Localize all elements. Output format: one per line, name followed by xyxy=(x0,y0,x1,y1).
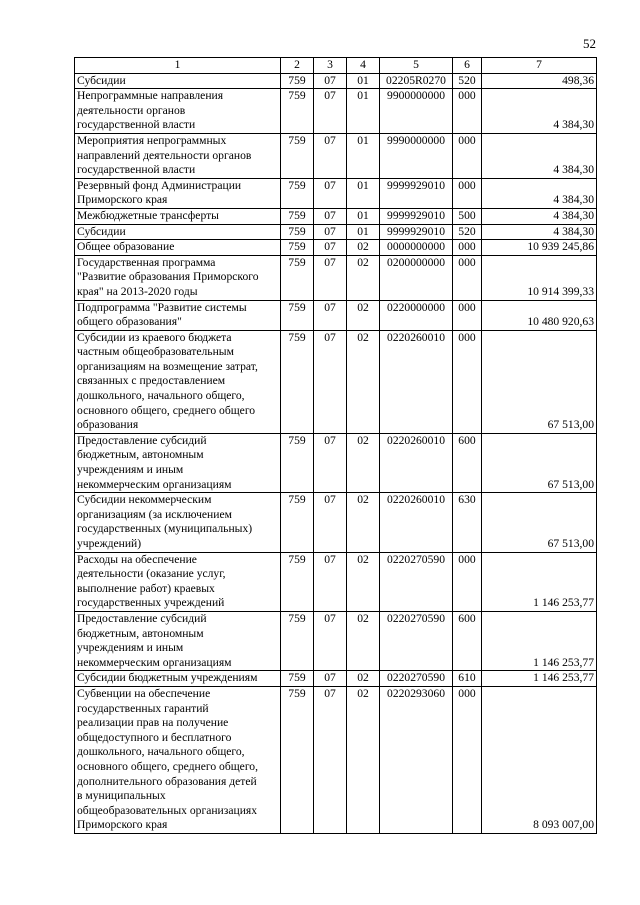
amount-cell: 498,36 xyxy=(482,73,597,89)
section-code-cell: 07 xyxy=(314,671,347,687)
subsection-code-cell: 02 xyxy=(347,433,380,492)
ministry-code-cell: 759 xyxy=(281,240,314,256)
item-name-line: направлений деятельности органов xyxy=(77,148,252,162)
item-name-cell xyxy=(75,178,281,208)
section-code-cell: 07 xyxy=(314,433,347,492)
expense-type-cell: 000 xyxy=(453,686,482,833)
expense-type-cell: 000 xyxy=(453,178,482,208)
ministry-code-cell: 759 xyxy=(281,552,314,611)
item-name-cell xyxy=(75,240,281,256)
amount-cell: 1 146 253,77 xyxy=(482,671,597,687)
subsection-code-cell: 02 xyxy=(347,330,380,433)
item-name-line: Мероприятия непрограммных xyxy=(77,133,227,147)
item-name-cell xyxy=(75,73,281,89)
amount-cell: 1 146 253,77 xyxy=(482,611,597,670)
item-name-cell xyxy=(75,330,281,433)
expense-type-cell: 610 xyxy=(453,671,482,687)
table-row xyxy=(75,133,597,178)
table-row xyxy=(75,611,597,670)
subsection-code-cell: 02 xyxy=(347,493,380,552)
target-article-cell: 9999929010 xyxy=(380,224,453,240)
target-article-cell: 9900000000 xyxy=(380,89,453,134)
target-article-cell: 0220000000 xyxy=(380,300,453,330)
item-name-line: основного общего, среднего общего xyxy=(77,403,256,417)
section-code-cell: 07 xyxy=(314,178,347,208)
ministry-code-cell: 759 xyxy=(281,493,314,552)
item-name-line: "Развитие образования Приморского xyxy=(77,270,259,284)
subsection-code-cell: 01 xyxy=(347,73,380,89)
item-name-line: основного общего, среднего общего, xyxy=(77,759,258,773)
item-name-line: Межбюджетные трансферты xyxy=(77,208,219,222)
amount-cell: 10 914 399,33 xyxy=(482,255,597,300)
item-name-line: частным общеобразовательным xyxy=(77,345,234,359)
expense-type-cell: 000 xyxy=(453,330,482,433)
item-name-line: дошкольного, начального общего, xyxy=(77,745,245,759)
table-row xyxy=(75,300,597,330)
section-code-cell: 07 xyxy=(314,493,347,552)
budget-table xyxy=(74,57,597,834)
item-name-cell xyxy=(75,611,281,670)
expense-type-cell: 000 xyxy=(453,255,482,300)
table-row xyxy=(75,208,597,224)
ministry-code-cell: 759 xyxy=(281,686,314,833)
page-number: 52 xyxy=(583,36,596,51)
ministry-code-cell: 759 xyxy=(281,671,314,687)
table-row xyxy=(75,493,597,552)
amount-cell: 67 513,00 xyxy=(482,330,597,433)
target-article-cell: 9999929010 xyxy=(380,178,453,208)
item-name-line: Расходы на обеспечение xyxy=(77,552,197,566)
expense-type-cell: 000 xyxy=(453,240,482,256)
subsection-code-cell: 02 xyxy=(347,611,380,670)
section-code-cell: 07 xyxy=(314,686,347,833)
item-name-line: Непрограммные направления xyxy=(77,89,224,103)
column-header: 7 xyxy=(482,58,597,74)
amount-cell: 10 939 245,86 xyxy=(482,240,597,256)
item-name-cell xyxy=(75,552,281,611)
expense-type-cell: 630 xyxy=(453,493,482,552)
subsection-code-cell: 01 xyxy=(347,224,380,240)
amount-cell: 4 384,30 xyxy=(482,224,597,240)
item-name-line: Приморского края xyxy=(77,818,168,832)
amount-cell: 1 146 253,77 xyxy=(482,552,597,611)
item-name-line: общеобразовательных организациях xyxy=(77,803,258,817)
item-name-line: государственных учреждений xyxy=(77,596,225,610)
target-article-cell: 0220260010 xyxy=(380,433,453,492)
ministry-code-cell: 759 xyxy=(281,611,314,670)
item-name-cell xyxy=(75,686,281,833)
table-row xyxy=(75,255,597,300)
subsection-code-cell: 01 xyxy=(347,133,380,178)
item-name-line: Субвенции на обеспечение xyxy=(77,686,211,700)
subsection-code-cell: 02 xyxy=(347,671,380,687)
item-name-cell xyxy=(75,255,281,300)
table-row xyxy=(75,89,597,134)
column-header: 6 xyxy=(453,58,482,74)
target-article-cell: 9999929010 xyxy=(380,208,453,224)
table-row xyxy=(75,330,597,433)
section-code-cell: 07 xyxy=(314,224,347,240)
item-name-line: дошкольного, начального общего, xyxy=(77,389,245,403)
item-name-line: учреждениям и иным xyxy=(77,641,184,655)
ministry-code-cell: 759 xyxy=(281,89,314,134)
item-name-line: Подпрограмма "Развитие системы xyxy=(77,300,247,314)
amount-cell: 4 384,30 xyxy=(482,89,597,134)
table-row xyxy=(75,240,597,256)
item-name-line: деятельности (оказание услуг, xyxy=(77,567,226,581)
target-article-cell: 0220270590 xyxy=(380,611,453,670)
item-name-line: Субсидии xyxy=(77,224,126,238)
item-name-cell xyxy=(75,433,281,492)
item-name-line: государственной власти xyxy=(77,118,196,132)
subsection-code-cell: 01 xyxy=(347,208,380,224)
ministry-code-cell: 759 xyxy=(281,178,314,208)
amount-cell: 4 384,30 xyxy=(482,178,597,208)
table-row xyxy=(75,433,597,492)
item-name-line: в муниципальных xyxy=(77,789,166,803)
item-name-cell xyxy=(75,300,281,330)
amount-cell: 4 384,30 xyxy=(482,133,597,178)
ministry-code-cell: 759 xyxy=(281,330,314,433)
amount-cell: 4 384,30 xyxy=(482,208,597,224)
amount-cell: 8 093 007,00 xyxy=(482,686,597,833)
section-code-cell: 07 xyxy=(314,208,347,224)
expense-type-cell: 000 xyxy=(453,133,482,178)
item-name-line: Приморского края xyxy=(77,193,168,207)
expense-type-cell: 500 xyxy=(453,208,482,224)
item-name-line: общего образования" xyxy=(77,315,182,329)
item-name-line: образования xyxy=(77,418,139,432)
target-article-cell: 0200000000 xyxy=(380,255,453,300)
item-name-line: организациям на возмещение затрат, xyxy=(77,359,258,373)
section-code-cell: 07 xyxy=(314,89,347,134)
ministry-code-cell: 759 xyxy=(281,133,314,178)
amount-cell: 10 480 920,63 xyxy=(482,300,597,330)
item-name-cell xyxy=(75,671,281,687)
item-name-line: учреждений) xyxy=(77,537,142,550)
section-code-cell: 07 xyxy=(314,611,347,670)
ministry-code-cell: 759 xyxy=(281,224,314,240)
target-article-cell: 0220293060 xyxy=(380,686,453,833)
amount-cell: 67 513,00 xyxy=(482,433,597,492)
item-name-line: Общее образование xyxy=(77,240,175,254)
item-name-line: реализации прав на получение xyxy=(77,716,229,730)
subsection-code-cell: 02 xyxy=(347,686,380,833)
item-name-line: дополнительного образования детей xyxy=(77,774,257,788)
section-code-cell: 07 xyxy=(314,240,347,256)
expense-type-cell: 600 xyxy=(453,433,482,492)
ministry-code-cell: 759 xyxy=(281,433,314,492)
item-name-line: выполнение работ) краевых xyxy=(77,581,215,595)
item-name-line: государственных гарантий xyxy=(77,701,209,715)
item-name-line: Резервный фонд Администрации xyxy=(77,178,242,192)
table-row xyxy=(75,178,597,208)
section-code-cell: 07 xyxy=(314,255,347,300)
item-name-line: государственной власти xyxy=(77,163,196,177)
item-name-line: Субсидии из краевого бюджета xyxy=(77,330,232,344)
item-name-line: Государственная программа xyxy=(77,255,216,269)
item-name-cell xyxy=(75,89,281,134)
target-article-cell: 02205R0270 xyxy=(380,73,453,89)
subsection-code-cell: 02 xyxy=(347,552,380,611)
subsection-code-cell: 01 xyxy=(347,89,380,134)
item-name-line: деятельности органов xyxy=(77,103,186,117)
section-code-cell: 07 xyxy=(314,330,347,433)
item-name-cell xyxy=(75,208,281,224)
table-row xyxy=(75,552,597,611)
item-name-line: некоммерческим организациям xyxy=(77,477,232,491)
item-name-cell xyxy=(75,224,281,240)
column-header: 3 xyxy=(314,58,347,74)
item-name-line: Субсидии xyxy=(77,73,126,87)
subsection-code-cell: 02 xyxy=(347,300,380,330)
table-row xyxy=(75,671,597,687)
target-article-cell: 0220260010 xyxy=(380,330,453,433)
section-code-cell: 07 xyxy=(314,133,347,178)
column-header: 1 xyxy=(75,58,281,74)
table-header-row xyxy=(75,58,597,74)
expense-type-cell: 000 xyxy=(453,552,482,611)
expense-type-cell: 520 xyxy=(453,73,482,89)
column-header: 5 xyxy=(380,58,453,74)
item-name-line: учреждениям и иным xyxy=(77,463,184,477)
item-name-line: государственных (муниципальных) xyxy=(77,522,253,536)
ministry-code-cell: 759 xyxy=(281,208,314,224)
item-name-line: бюджетным, автономным xyxy=(77,626,204,640)
expense-type-cell: 520 xyxy=(453,224,482,240)
target-article-cell: 0220270590 xyxy=(380,552,453,611)
item-name-line: Субсидии некоммерческим xyxy=(77,493,212,507)
subsection-code-cell: 02 xyxy=(347,240,380,256)
expense-type-cell: 000 xyxy=(453,300,482,330)
subsection-code-cell: 01 xyxy=(347,178,380,208)
target-article-cell: 0000000000 xyxy=(380,240,453,256)
subsection-code-cell: 02 xyxy=(347,255,380,300)
target-article-cell: 0220260010 xyxy=(380,493,453,552)
table-row xyxy=(75,686,597,833)
item-name-line: общедоступного и бесплатного xyxy=(77,730,232,744)
item-name-line: Субсидии бюджетным учреждениям xyxy=(77,671,258,685)
table-row xyxy=(75,224,597,240)
item-name-line: некоммерческим организациям xyxy=(77,655,232,669)
expense-type-cell: 600 xyxy=(453,611,482,670)
item-name-line: бюджетным, автономным xyxy=(77,448,204,462)
item-name-line: Предоставление субсидий xyxy=(77,433,207,447)
item-name-line: края" на 2013-2020 годы xyxy=(77,284,198,298)
item-name-cell xyxy=(75,133,281,178)
item-name-line: связанных с предоставлением xyxy=(77,374,226,388)
ministry-code-cell: 759 xyxy=(281,300,314,330)
item-name-cell xyxy=(75,493,281,552)
target-article-cell: 0220270590 xyxy=(380,671,453,687)
ministry-code-cell: 759 xyxy=(281,255,314,300)
target-article-cell: 9990000000 xyxy=(380,133,453,178)
expense-type-cell: 000 xyxy=(453,89,482,134)
ministry-code-cell: 759 xyxy=(281,73,314,89)
section-code-cell: 07 xyxy=(314,73,347,89)
item-name-line: организациям (за исключением xyxy=(77,507,232,521)
item-name-line: Предоставление субсидий xyxy=(77,611,207,625)
column-header: 2 xyxy=(281,58,314,74)
section-code-cell: 07 xyxy=(314,552,347,611)
amount-cell: 67 513,00 xyxy=(482,493,597,552)
table-row xyxy=(75,73,597,89)
section-code-cell: 07 xyxy=(314,300,347,330)
column-header: 4 xyxy=(347,58,380,74)
